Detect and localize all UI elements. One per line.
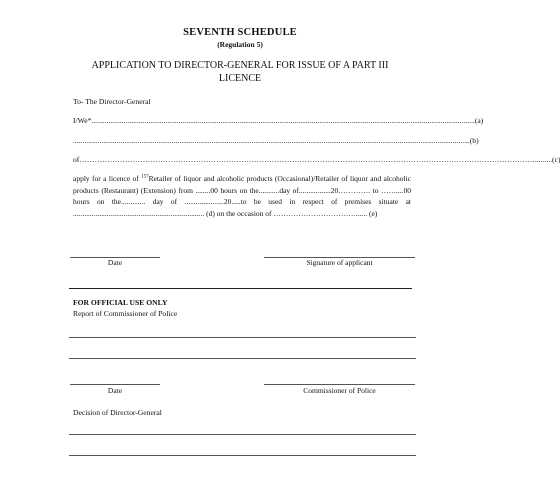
police-report-label: Report of Commissioner of Police [73,309,178,318]
applicant-date-label: Date [107,258,123,267]
decision-line-2[interactable] [69,455,416,456]
field-a-suffix: (a) [474,116,484,125]
application-paragraph [73,173,411,219]
field-a-dots: .......................................................................................................................................................................................................... [91,116,475,125]
applicant-signature-label: Signature of applicant [306,258,373,267]
official-separator [69,288,412,289]
field-c-dots: ………………………………………………………………………………………………………………………………………………………………......... [79,155,553,164]
regulation-reference: (Regulation 5) [217,40,263,49]
field-line-c[interactable] [73,155,560,164]
decision-line-1[interactable] [69,434,416,435]
paragraph-part1: apply for a licence of [73,174,139,183]
official-use-heading: FOR OFFICIAL USE ONLY [73,298,168,307]
field-c-suffix: (c) [552,155,560,164]
field-b-suffix: (b) [469,136,479,145]
application-heading [0,60,480,85]
field-c-prefix: of [73,155,80,164]
police-report-line-1[interactable] [69,337,416,338]
police-report-line-2[interactable] [69,358,416,359]
field-line-b[interactable] [73,136,479,145]
commissioner-signature-line[interactable] [264,384,415,385]
field-b-dots: ................................................................................................................................................................................................................. [73,136,470,145]
police-date-line[interactable] [70,384,160,385]
schedule-title: SEVENTH SCHEDULE [183,27,297,38]
footnote-reference: 157 [141,174,149,180]
addressee: To- The Director-General [73,97,151,106]
director-decision-label: Decision of Director-General [73,408,162,417]
police-date-label: Date [107,386,123,395]
field-line-a[interactable] [73,116,484,125]
commissioner-label: Commissioner of Police [303,386,376,395]
field-a-prefix: I/We* [73,116,92,125]
application-heading-line2: LICENCE [218,72,262,84]
application-heading-line1: APPLICATION TO DIRECTOR-GENERAL FOR ISSUE OF A PART III [91,60,389,71]
paragraph-part2: Retailer of liquor and alcoholic products (Occasional)/Retailer of liquor and alcoholic products (Restaurant) (Extension) from ........00 hours on the...........day of.................20…………. to ……....00 hours on the............. day of .....................20.....to be used in respect of premises situate at ...................................................................... (d) on the occasion of ……………………………...... (e) [73,174,411,218]
